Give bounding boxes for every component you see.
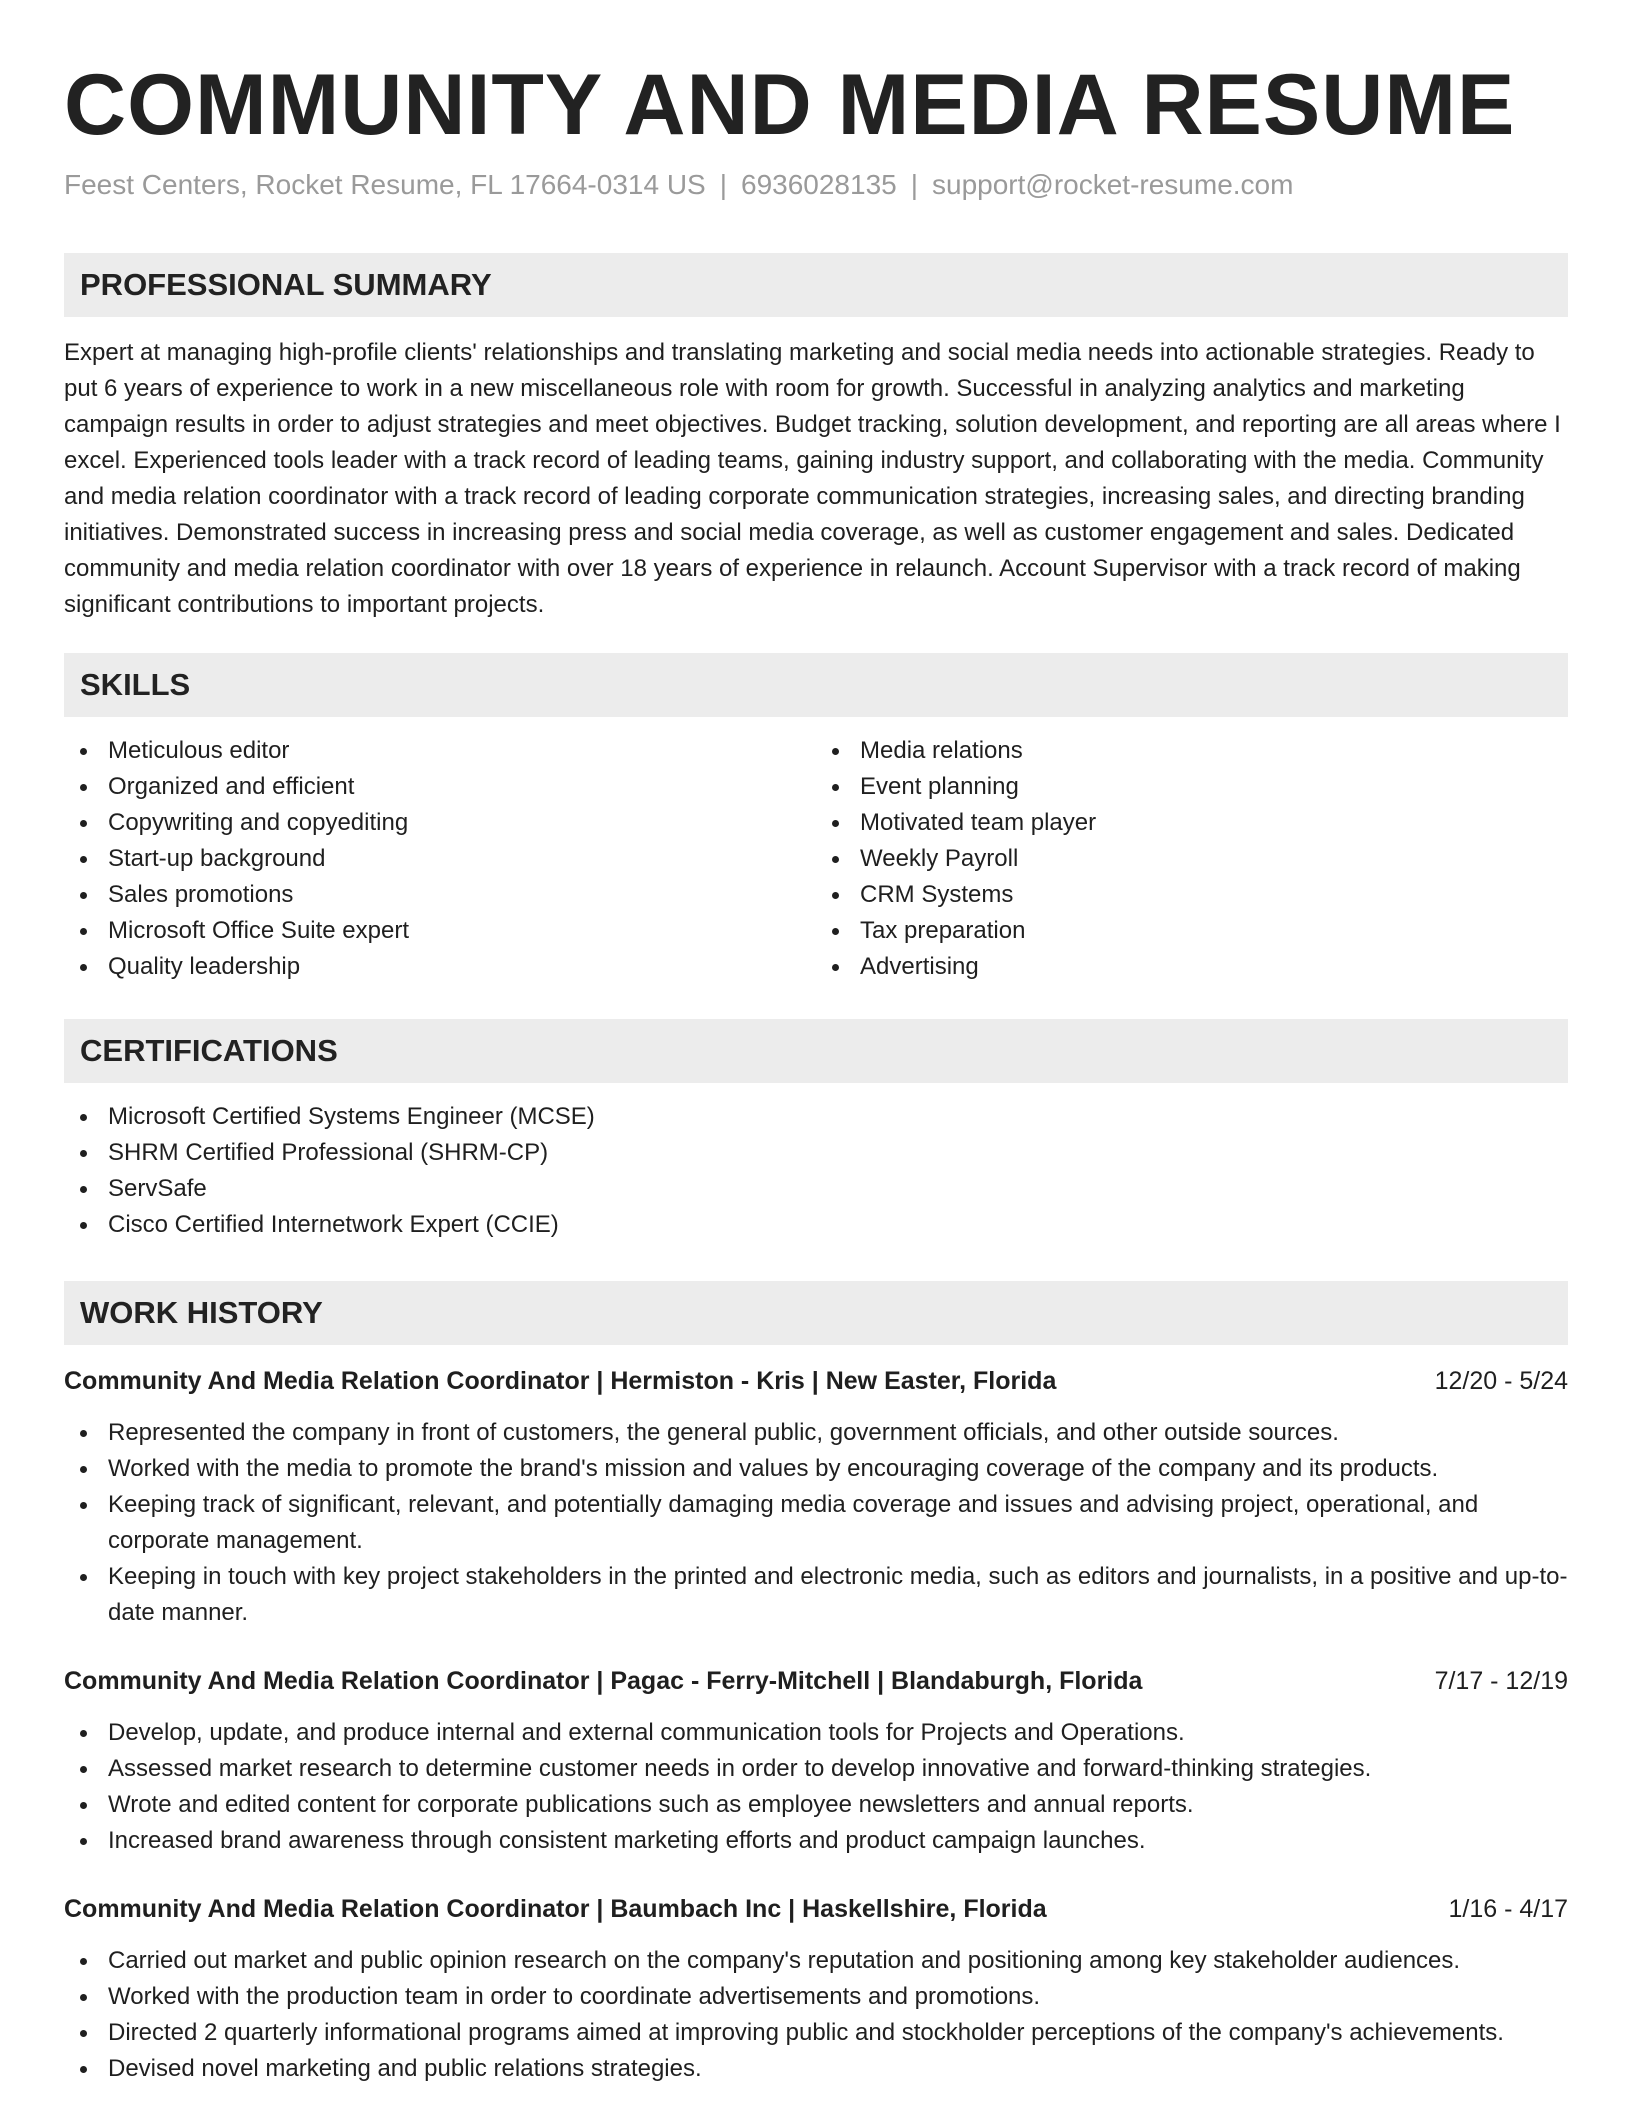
skill-item: Motivated team player: [816, 805, 1568, 841]
certifications-heading: CERTIFICATIONS: [64, 1019, 1568, 1083]
summary-heading: PROFESSIONAL SUMMARY: [64, 253, 1568, 317]
job-title: Community And Media Relation Coordinator | Baumbach Inc | Haskellshire, Florida: [64, 1894, 1047, 1923]
job-header: [64, 1363, 1568, 1399]
contact-phone: 6936028135: [741, 168, 897, 200]
work-history-heading: WORK HISTORY: [64, 1281, 1568, 1345]
skill-item: CRM Systems: [816, 877, 1568, 913]
job-dates: 12/20 - 5/24: [1434, 1366, 1568, 1395]
contact-address: Feest Centers, Rocket Resume, FL 17664-0314 US: [64, 168, 706, 200]
certifications-list: [64, 1099, 1568, 1243]
job-header: [64, 1663, 1568, 1699]
job-bullet: Develop, update, and produce internal and external communication tools for Projects and Operations.: [64, 1715, 1568, 1751]
job-bullets: [64, 1943, 1568, 2087]
certification-item: Cisco Certified Internetwork Expert (CCIE): [64, 1207, 1568, 1243]
skill-item: Copywriting and copyediting: [64, 805, 816, 841]
skill-item: Quality leadership: [64, 949, 816, 985]
job-dates: 7/17 - 12/19: [1434, 1666, 1568, 1695]
contact-separator: |: [910, 168, 919, 200]
job-bullet: Keeping track of significant, relevant, and potentially damaging media coverage and issues and advising project, operational, and corporate management.: [64, 1487, 1568, 1559]
skill-item: Organized and efficient: [64, 769, 816, 805]
job-entry: [64, 1891, 1568, 2087]
skill-item: Event planning: [816, 769, 1568, 805]
certification-item: ServSafe: [64, 1171, 1568, 1207]
job-bullet: Devised novel marketing and public relations strategies.: [64, 2051, 1568, 2087]
skill-item: Sales promotions: [64, 877, 816, 913]
contact-separator: |: [719, 168, 727, 200]
job-title: Community And Media Relation Coordinator | Hermiston - Kris | New Easter, Florida: [64, 1366, 1057, 1395]
skill-item: Start-up background: [64, 841, 816, 877]
certification-item: SHRM Certified Professional (SHRM-CP): [64, 1135, 1568, 1171]
certification-item: Microsoft Certified Systems Engineer (MCSE): [64, 1099, 1568, 1135]
skill-item: Tax preparation: [816, 913, 1568, 949]
job-entry: [64, 1363, 1568, 1631]
job-header: [64, 1891, 1568, 1927]
job-bullet: Wrote and edited content for corporate publications such as employee newsletters and annual reports.: [64, 1787, 1568, 1823]
resume-title: COMMUNITY AND MEDIA RESUME: [64, 57, 1516, 153]
skill-item: Meticulous editor: [64, 733, 816, 769]
job-bullet: Keeping in touch with key project stakeholders in the printed and electronic media, such as editors and journalists, in a positive and up-to-date manner.: [64, 1559, 1568, 1631]
skills-list: [64, 733, 1568, 985]
skill-item: Microsoft Office Suite expert: [64, 913, 816, 949]
job-bullets: [64, 1715, 1568, 1859]
job-title: Community And Media Relation Coordinator | Pagac - Ferry-Mitchell | Blandaburgh, Florida: [64, 1666, 1143, 1695]
summary-text: Expert at managing high-profile clients' relationships and translating marketing and social media needs into actionable strategies. Ready to put 6 years of experience to work in a new miscellaneous role with room for growth. Successful in analyzing analytics and marketing campaign results in order to adjust strategies and meet objectives. Budget tracking, solution development, and reporting are all areas where I excel. Experienced tools leader with a track record of leading teams, gaining industry support, and collaborating with the media. Community and media relation coordinator with a track record of leading corporate communication strategies, increasing sales, and directing branding initiatives. Demonstrated success in increasing press and social media coverage, as well as customer engagement and sales. Dedicated community and media relation coordinator with over 18 years of experience in relaunch. Account Supervisor with a track record of making significant contributions to important projects.: [64, 338, 1561, 618]
skills-column-right: [816, 733, 1568, 985]
contact-email[interactable]: support@rocket-resume.com: [932, 168, 1294, 200]
job-bullet: Directed 2 quarterly informational programs aimed at improving public and stockholder perceptions of the company's achievements.: [64, 2015, 1568, 2051]
job-bullet: Increased brand awareness through consistent marketing efforts and product campaign launches.: [64, 1823, 1568, 1859]
job-bullets: [64, 1415, 1568, 1631]
job-bullet: Carried out market and public opinion research on the company's reputation and positioning among key stakeholder audiences.: [64, 1943, 1568, 1979]
skill-item: Advertising: [816, 949, 1568, 985]
contact-line: [64, 169, 1568, 201]
skills-column-left: [64, 733, 816, 985]
job-bullet: Worked with the production team in order to coordinate advertisements and promotions.: [64, 1979, 1568, 2015]
skill-item: Media relations: [816, 733, 1568, 769]
job-bullet: Worked with the media to promote the brand's mission and values by encouraging coverage of the company and its products.: [64, 1451, 1568, 1487]
skills-heading: SKILLS: [64, 653, 1568, 717]
job-bullet: Assessed market research to determine customer needs in order to develop innovative and forward-thinking strategies.: [64, 1751, 1568, 1787]
job-bullet: Represented the company in front of customers, the general public, government officials, and other outside sources.: [64, 1415, 1568, 1451]
skill-item: Weekly Payroll: [816, 841, 1568, 877]
job-entry: [64, 1663, 1568, 1859]
job-dates: 1/16 - 4/17: [1448, 1894, 1568, 1923]
